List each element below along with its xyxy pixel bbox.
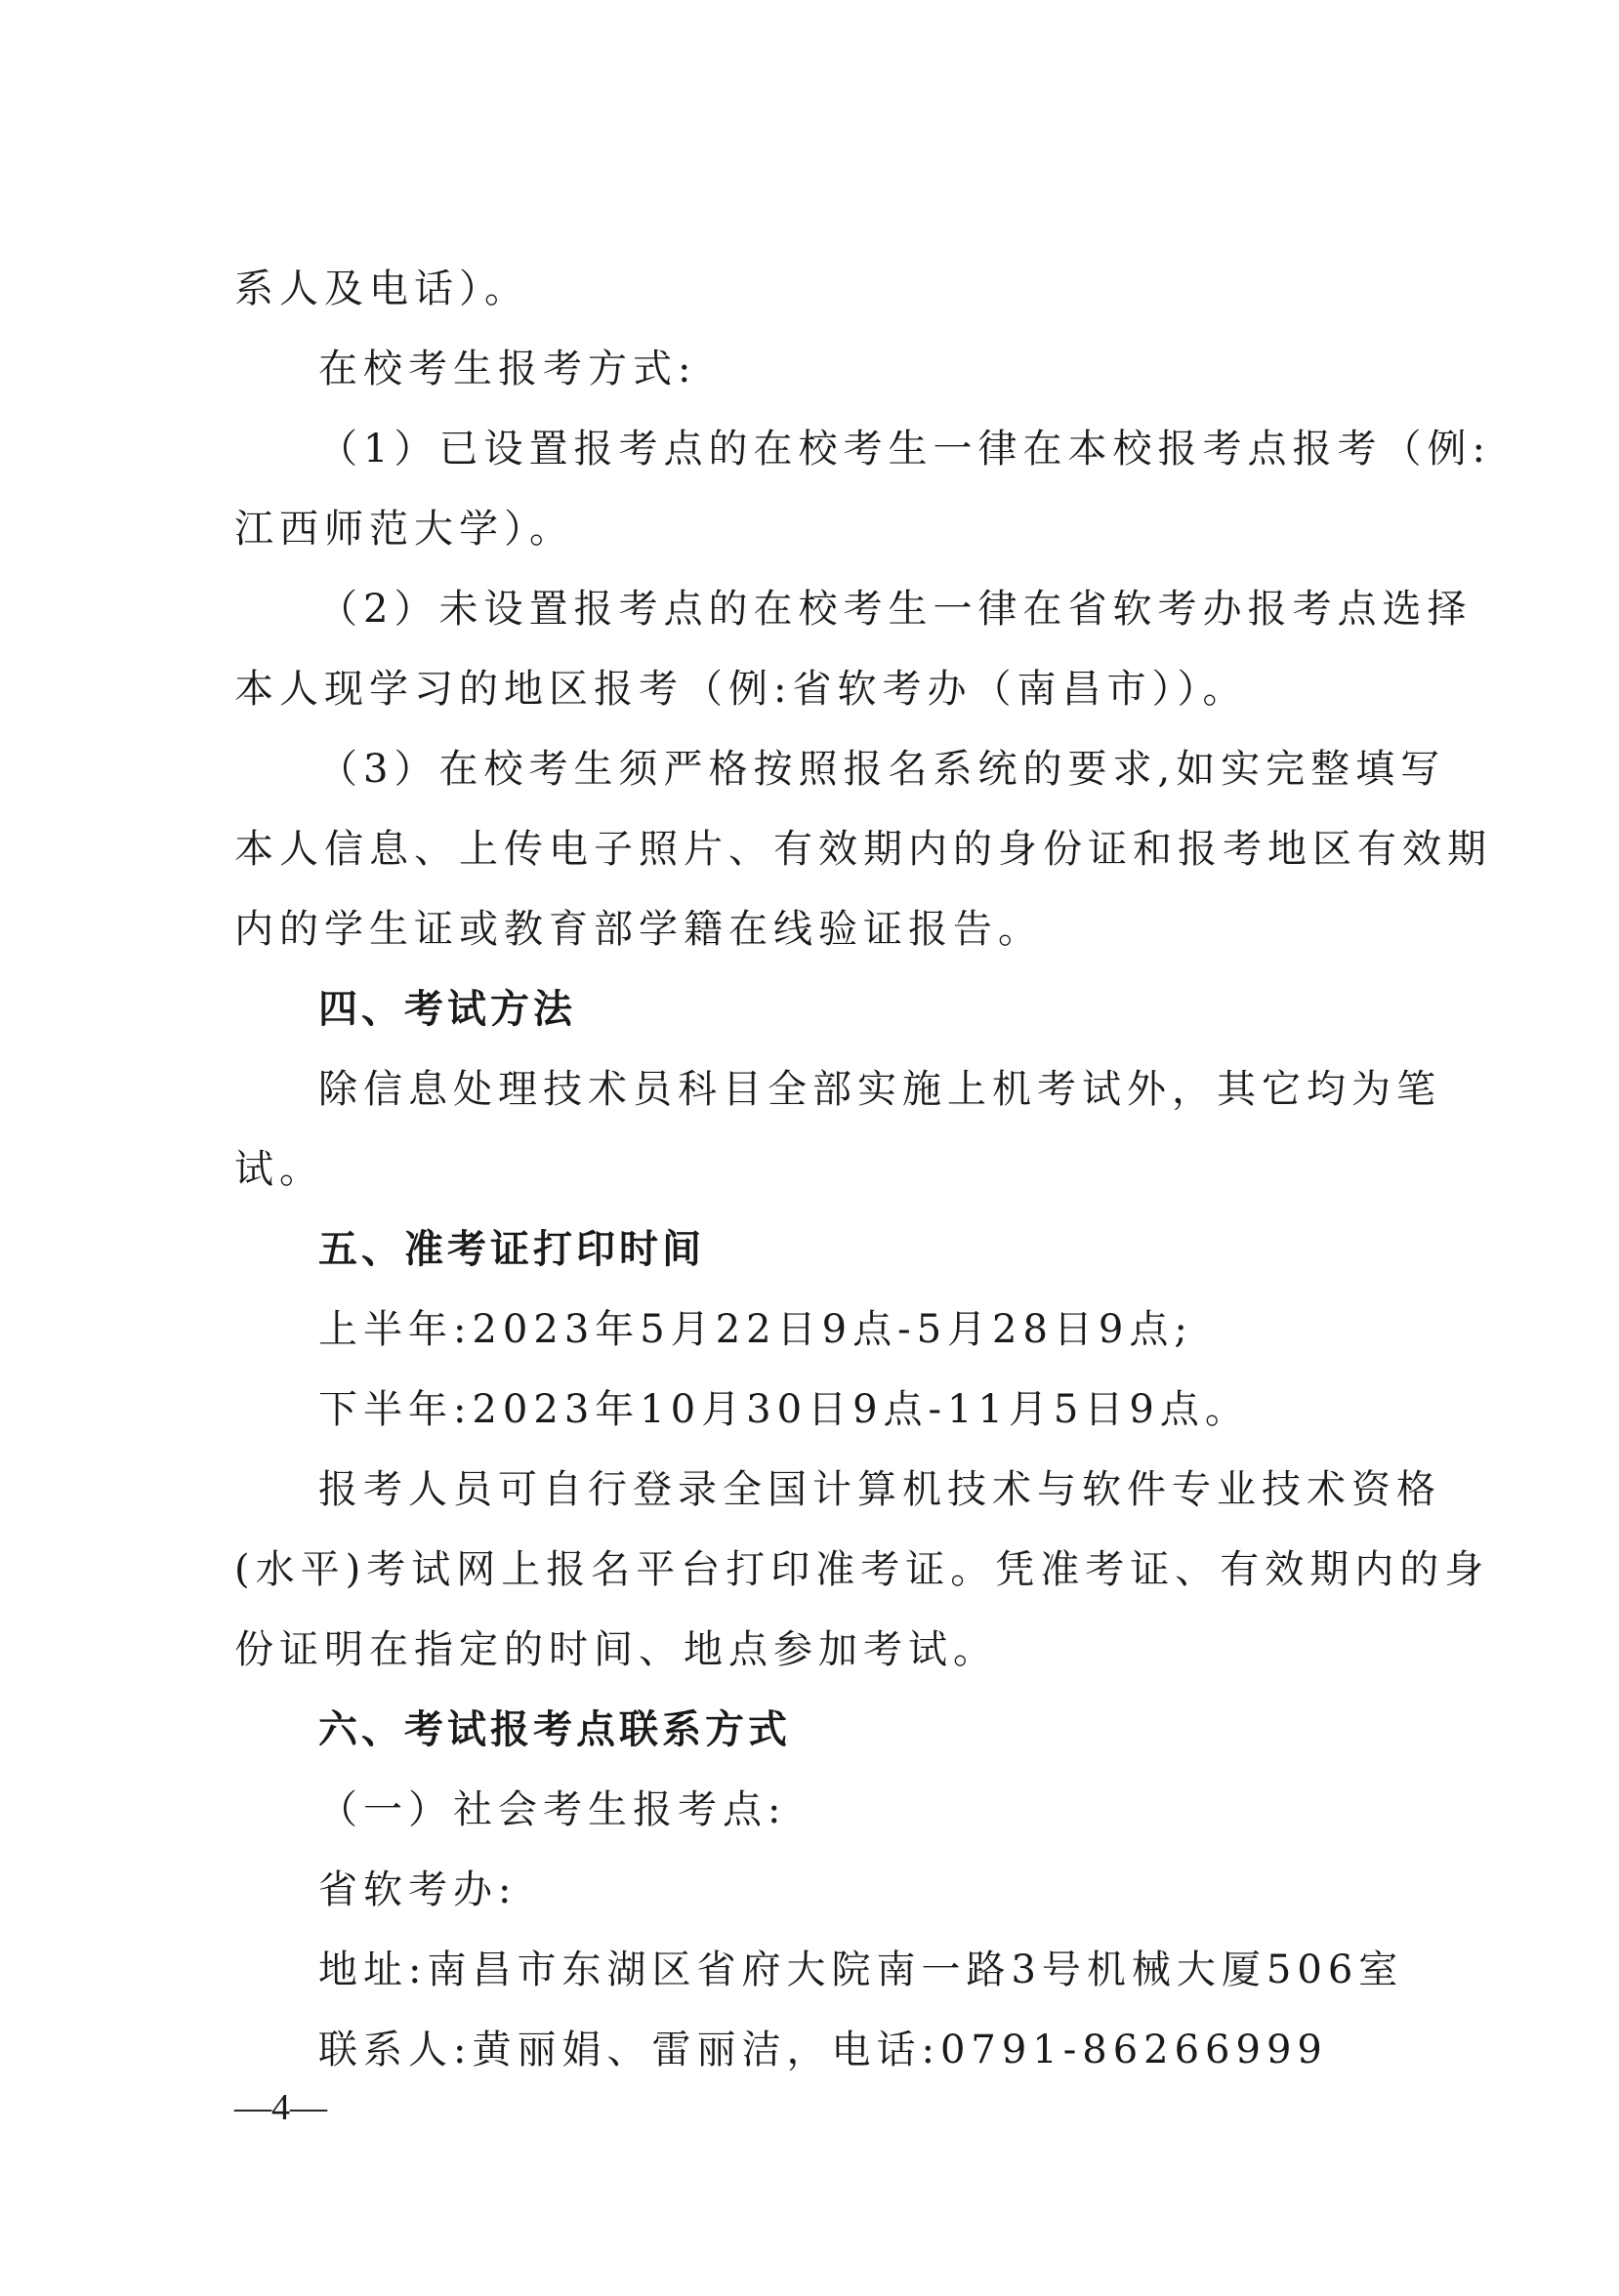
paragraph-line: 省软考办: bbox=[318, 1867, 518, 1912]
paragraph-line: 系人及电话）。 bbox=[234, 266, 529, 311]
paragraph-line: 江西师范大学）。 bbox=[234, 507, 574, 552]
paragraph-line: 除信息处理技术员科目全部实施上机考试外，其它均为笔 bbox=[318, 1067, 1441, 1112]
paragraph-line: 试。 bbox=[234, 1147, 324, 1192]
section-heading: 四、考试方法 bbox=[318, 987, 576, 1032]
paragraph-line: 地址:南昌市东湖区省府大院南一路3号机械大厦506室 bbox=[318, 1948, 1404, 1992]
paragraph-line: 联系人:黄丽娟、雷丽洁，电话:0791-86266999 bbox=[318, 2028, 1328, 2072]
paragraph-line: （3）在校考生须严格按照报名系统的要求,如实完整填写 bbox=[318, 747, 1446, 792]
paragraph-line: 本人现学习的地区报考（例:省软考办（南昌市））。 bbox=[234, 667, 1248, 712]
paragraph-line: 本人信息、上传电子照片、有效期内的身份证和报考地区有效期 bbox=[234, 827, 1492, 872]
paragraph-line: 内的学生证或教育部学籍在线验证报告。 bbox=[234, 907, 1043, 952]
paragraph-line: （2）未设置报考点的在校考生一律在省软考办报考点选择 bbox=[318, 587, 1473, 632]
paragraph-line: （一）社会考生报考点: bbox=[318, 1787, 787, 1832]
section-heading: 六、考试报考点联系方式 bbox=[318, 1707, 791, 1752]
section-heading: 五、准考证打印时间 bbox=[318, 1227, 705, 1272]
paragraph-line: (水平)考试网上报名平台打印准考证。凭准考证、有效期内的身 bbox=[234, 1547, 1490, 1592]
paragraph-line: （1）已设置报考点的在校考生一律在本校报考点报考（例: bbox=[318, 427, 1491, 472]
paragraph-line: 在校考生报考方式: bbox=[318, 347, 697, 391]
page-number: —4— bbox=[234, 2087, 327, 2128]
paragraph-line: 报考人员可自行登录全国计算机技术与软件专业技术资格 bbox=[318, 1467, 1441, 1512]
paragraph-line: 上半年:2023年5月22日9点-5月28日9点; bbox=[318, 1307, 1193, 1352]
paragraph-line: 份证明在指定的时间、地点参加考试。 bbox=[234, 1627, 998, 1672]
paragraph-line: 下半年:2023年10月30日9点-11月5日9点。 bbox=[318, 1387, 1250, 1432]
